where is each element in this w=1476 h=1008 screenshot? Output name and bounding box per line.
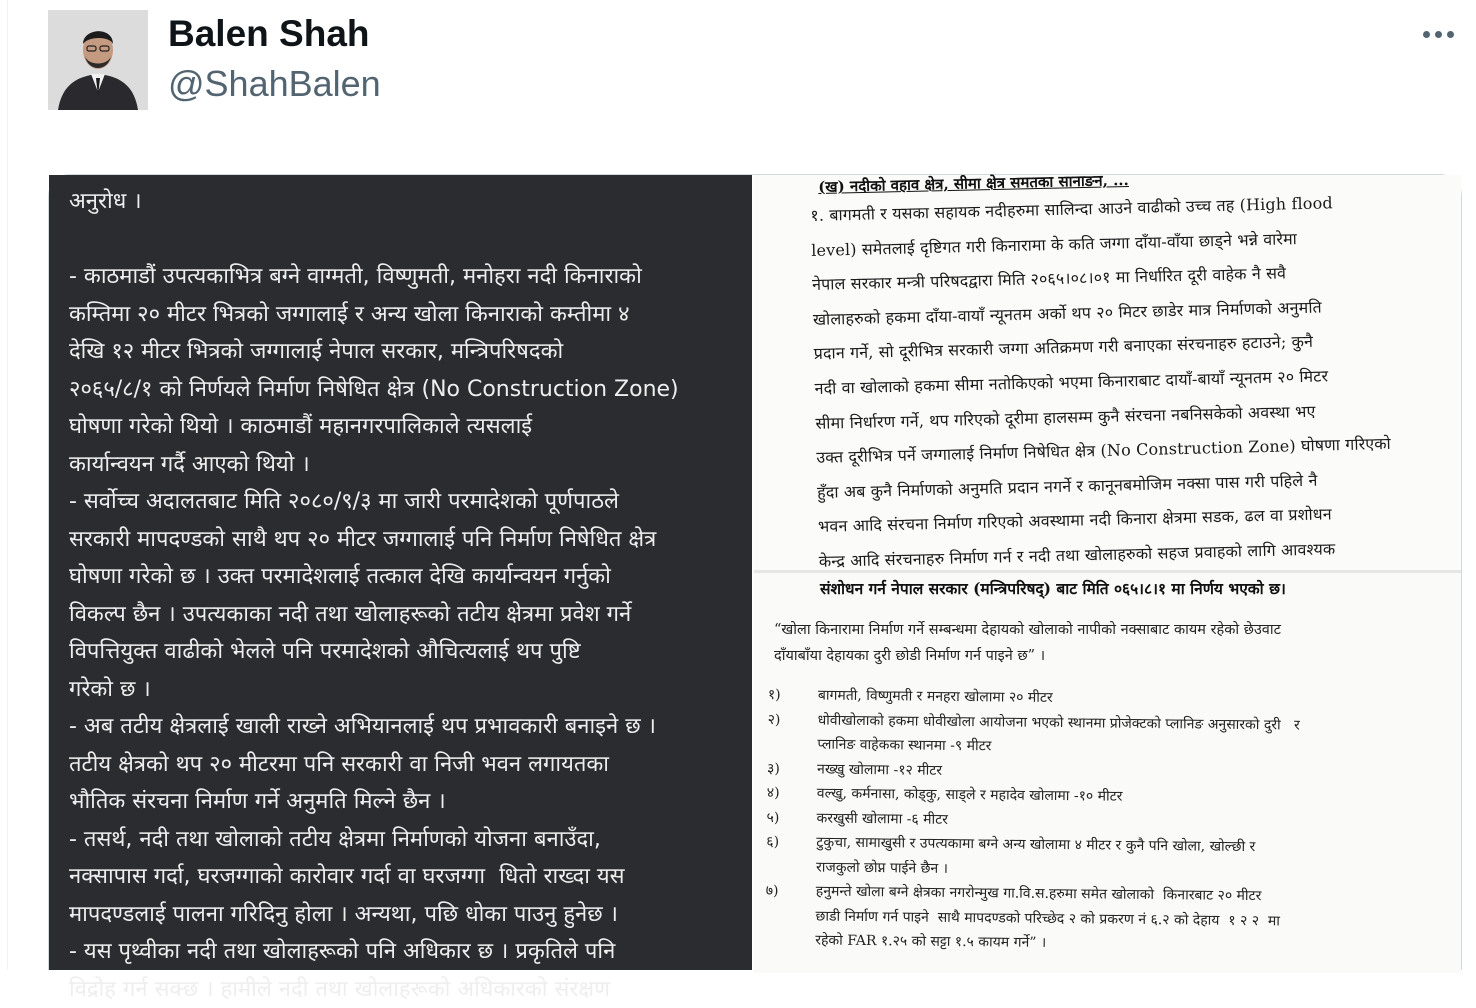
list-item-number: १) [768, 683, 818, 708]
post-media[interactable] [48, 174, 1462, 970]
text-line: मापदण्डलाई पालना गरिदिनु हाेला । अन्यथा, पछि धाेका पाउनु हुनेछ । [69, 896, 752, 934]
list-item-number: ७) [766, 879, 816, 904]
text-line: सरकारी मापदण्डकाे साथै थप २० मीटर जग्गालाई पनि निर्माण निषेधित क्षेत्र [69, 521, 752, 559]
list-item-text: करखुसी खोलामा -६ मीटर [816, 806, 948, 832]
text-line: १. बागमती र यसका सहायक नदीहरुमा सालिन्दा आउने वाढीको उच्च तह (High flood [810, 184, 1441, 234]
text-line: विकल्प छैन । उपत्यकाका नदी तथा खाेलाहरूकाे तटीय क्षेत्रमा प्रवेश गर्ने [69, 596, 752, 634]
list-item-text: रहेको FAR १.२५ को सट्टा १.५ कायम गर्ने” । [815, 929, 1046, 956]
text-line: देखि १२ मीटर भित्रकाे जग्गालाई नेपाल सरकार, मन्त्रिपरिषदकाे [69, 333, 752, 371]
more-horizontal-icon [1423, 31, 1430, 38]
author-display-name[interactable]: Balen Shah [168, 12, 370, 56]
media-image-statement[interactable] [49, 175, 754, 970]
list-item-text: धोवीखोलाको हकमा धोवीखोला आयोजना भएको स्थानमा प्रोजेक्टको प्लानिङ अनुसारको दुरी र [817, 708, 1299, 738]
avatar[interactable] [48, 10, 148, 110]
text-line: भवन आदि संरचना निर्माण गरिएको अवस्थामा नदी किनारा क्षेत्रमा सडक, ढल वा प्रशोधन [818, 495, 1449, 545]
text-line: अनुराेध । [69, 183, 752, 221]
list-item-number [765, 928, 815, 953]
text-line: प्रदान गर्ने, सो दूरीभित्र सरकारी जग्गा अतिक्रमण गरी बनाएका संरचनाहरु हटाउने; कुनै [813, 322, 1444, 372]
list-item-text: प्लानिङ वाहेकका स्थानमा -९ मीटर [817, 733, 991, 759]
text-line: - सर्वाेच्च अदालतबाट मिति २०८०/९/३ मा जारी परमादेशकाे पूर्णपाठले [69, 483, 752, 521]
text-line: २०६५/८/१ काे निर्णयले निर्माण निषेधित क्षेत्र (No Construction Zone) [69, 371, 752, 409]
list-item-text: राजकुलो छोप्न पाईने छैन । [816, 855, 948, 881]
list-item-text: छाडी निर्माण गर्न पाइने साथै मापदण्डको परिच्छेद २ को प्रकरण नं ६.२ को देहाय १ २ २ मा [815, 904, 1280, 933]
text-line: - यस पृथ्वीका नदी तथा खाेलाहरूकाे पनि अधिकार छ । प्रकृतिले पनि [69, 933, 752, 971]
text-line: घाेषणा गरेकाे छ । उक्त परमादेशलाई तत्काल देखि कार्यान्वयन गर्नुकाे [69, 558, 752, 596]
list-item-text: बागमती, विष्णुमती र मनहरा खोलामा २० मीटर [818, 684, 1053, 711]
text-line: भाैतिक संरचना निर्माण गर्ने अनुमति मिल्ने छैन । [69, 783, 752, 821]
text-line: उक्त दूरीभित्र पर्ने जग्गालाई निर्माण निषेधित क्षेत्र (No Construction Zone) घोषणा गरिएको [816, 426, 1447, 476]
list-item-text: वल्खु, कर्मनासा, कोड्कु, साड्ले र महादेव खोलामा -१० मीटर [817, 782, 1123, 810]
text-line: गरेकाे छ । [69, 671, 752, 709]
text-line: - काठमाडौं उपत्यकाभित्र बग्ने वाग्मती, विष्णुमती, मनाेहरा नदी किनाराकाे [69, 258, 752, 296]
text-line: कम्तिमा २० मीटर भित्रकाे जग्गालाई र अन्य खाेला किनाराकाे कम्तीमा ४ [69, 296, 752, 334]
more-options-button[interactable] [1416, 18, 1460, 50]
text-line: विद्राेह गर्न सक्छ । हामीले नदी तथा खाेलाहरूकाे अधिकारकाे संरक्षण [69, 971, 752, 1008]
list-item-number [767, 732, 817, 757]
text-line: खोलाहरुको हकमा दाँया-वायाँ न्यूनतम अर्को थप २० मिटर छाडेर मात्र निर्माणको अनुमति [813, 287, 1444, 337]
more-horizontal-icon [1435, 31, 1442, 38]
list-item-text: टुकुचा, सामाखुसी र उपत्यकामा बग्ने अन्य खोलामा ४ मीटर र कुनै पनि खोला, खोल्छी र [816, 831, 1255, 860]
more-horizontal-icon [1447, 31, 1454, 38]
statement-text [69, 183, 752, 1008]
text-line: - तसर्थ, नदी तथा खाेलाकाे तटीय क्षेत्रमा निर्माणकाे याेजना बनाउँदा, [69, 821, 752, 859]
document-excerpt-top [754, 175, 1461, 573]
text-line: “खोला किनारामा निर्माण गर्ने सम्बन्धमा देहायको खोलाको नापीको नक्साबाट कायम रहेको छेउवाट [774, 617, 1281, 643]
text-line: घाेषणा गरेकाे थियाे । काठमाडौं महानगरपालिकाले त्यसलाई [69, 408, 752, 446]
list-item-text: हनुमन्ते खोला बग्ने क्षेत्रका नगरोन्मुख गा.वि.स.हरुमा समेत खोलाको किनारबाट २० मीटर [816, 880, 1262, 909]
text-line: नदी वा खोलाको हकमा सीमा नतोकिएको भएमा किनाराबाट दायाँ-बायाँ न्यूनतम २० मिटर [814, 357, 1445, 407]
document-paragraph [810, 184, 1449, 580]
text-line: विपत्तियुक्त वाढीकाे भेलले पनि परमादेशकाे औचित्यलाई थप पुष्टि [69, 633, 752, 671]
document-section-heading: (ख) नदीको वहाव क्षेत्र, सीमा क्षेत्र समतका सानाङन, ... [818, 170, 1129, 197]
text-line: केन्द्र आदि संरचनाहरु निर्माण गर्न र नदी तथा खोलाहरुको सहज प्रवाहको लागि आवश्यक [818, 529, 1449, 579]
text-line: कार्यान्वयन गर्दै आएकाे थियाे । [69, 446, 752, 484]
decree-quote [774, 617, 1281, 669]
list-item-number: ५) [766, 805, 816, 830]
text-line: सीमा निर्धारण गर्ने, थप गरिएको दूरीमा हालसम्म कुनै संरचना नबनिसकेको अवस्था भए [815, 391, 1446, 441]
text-line: हुँदा अब कुनै निर्माणको अनुमति प्रदान नगर्ने र कानूनबमोजिम नक्सा पास गरी पहिले नै [817, 460, 1448, 510]
text-line: नक्सापास गर्दा, घरजग्गाकाे काराेवार गर्दा वा घरजग्गा धिताे राख्दा यस [69, 858, 752, 896]
document-excerpt-bottom [754, 573, 1461, 973]
text-line: दाँयाबाँया देहायका दुरी छोडी निर्माण गर्न पाइने छ” । [774, 643, 1281, 669]
list-item-number: ६) [766, 830, 816, 855]
list-item-number: २) [767, 707, 817, 732]
text-line: तटीय क्षेत्रकाे थप २० मीटरमा पनि सरकारी वा निजी भवन लगायतका [69, 746, 752, 784]
text-line: - अब तटीय क्षेत्रलाई खाली राख्ने अभियानलाई थप प्रभावकारी बनाइने छ । [69, 708, 752, 746]
timeline-border [7, 0, 8, 970]
list-item-number [765, 903, 815, 928]
list-item-number: ४) [767, 781, 817, 806]
decree-line: संशोधन गर्न नेपाल सरकार (मन्त्रिपरिषद्) बाट मिति ०६५।८।१ मा निर्णय भएको छ। [820, 577, 1286, 599]
text-line: नेपाल सरकार मन्त्री परिषदद्वारा मिति २०६५।०८।०१ मा निर्धारित दूरी वाहेक नै सवै [812, 253, 1443, 303]
river-distance-list [765, 683, 1458, 960]
text-line [69, 221, 752, 259]
list-item-number [766, 854, 816, 879]
media-image-document[interactable] [754, 175, 1461, 970]
list-item-number: ३) [767, 756, 817, 781]
avatar-portrait-icon [48, 10, 148, 110]
list-item-text: नख्खु खोलामा -१२ मीटर [817, 757, 942, 783]
author-handle[interactable]: @ShahBalen [168, 62, 381, 106]
text-line: level) समेतलाई दृष्टिगत गरी किनारामा के कति जग्गा दाँया-वाँया छाड्ने भन्ने वारेमा [811, 218, 1442, 268]
